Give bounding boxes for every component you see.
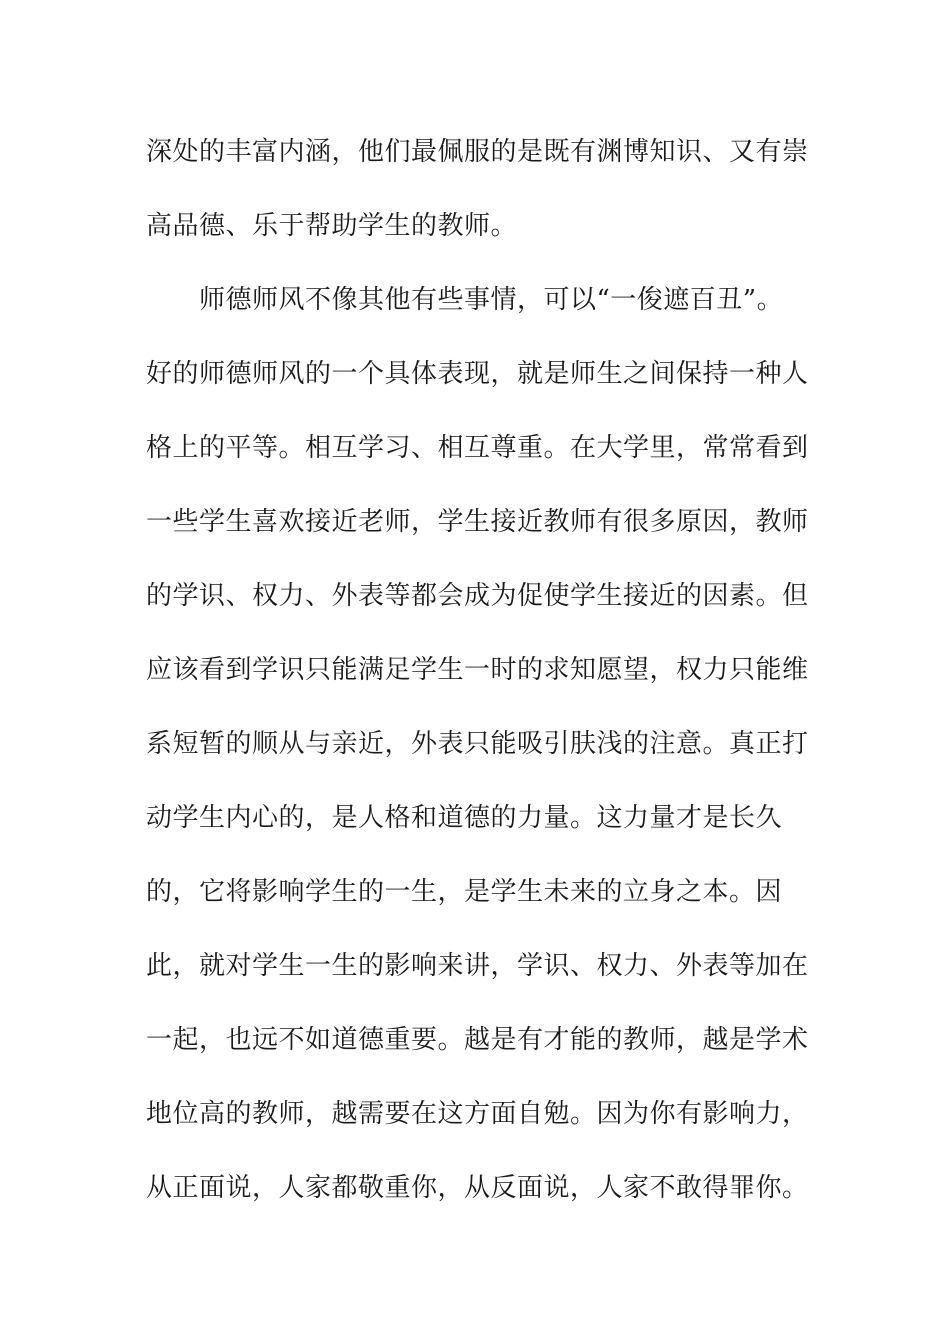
text-line: 动学生内心的，是人格和道德的力量。这力量才是长久	[146, 803, 783, 833]
text-line: 一起，也远不如道德重要。越是有才能的教师，越是学术	[146, 1025, 809, 1055]
text-line: 深处的丰富内涵，他们最佩服的是既有渊博知识、又有崇	[146, 137, 809, 167]
text-line: 格上的平等。相互学习、相互尊重。在大学里，常常看到	[146, 433, 809, 463]
text-line: 好的师德师风的一个具体表现，就是师生之间保持一种人	[146, 359, 809, 389]
text-line: 高品德、乐于帮助学生的教师。	[146, 211, 518, 241]
text-line: 的，它将影响学生的一生，是学生未来的立身之本。因	[146, 877, 783, 907]
text-line: 系短暂的顺从与亲近，外表只能吸引肤浅的注意。真正打	[146, 729, 809, 759]
text-line: 的学识、权力、外表等都会成为促使学生接近的因素。但	[146, 581, 809, 611]
text-line: 此，就对学生一生的影响来讲，学识、权力、外表等加在	[146, 951, 809, 981]
text-line: 一些学生喜欢接近老师，学生接近教师有很多原因，教师	[146, 507, 809, 537]
text-line: 应该看到学识只能满足学生一时的求知愿望，权力只能维	[146, 655, 809, 685]
text-line: 从正面说，人家都敬重你，从反面说，人家不敢得罪你。	[146, 1173, 809, 1203]
text-line: 地位高的教师，越需要在这方面自勉。因为你有影响力，	[146, 1099, 809, 1129]
paragraph-first-line: 师德师风不像其他有些事情，可以“一俊遮百丑”。	[146, 285, 784, 315]
